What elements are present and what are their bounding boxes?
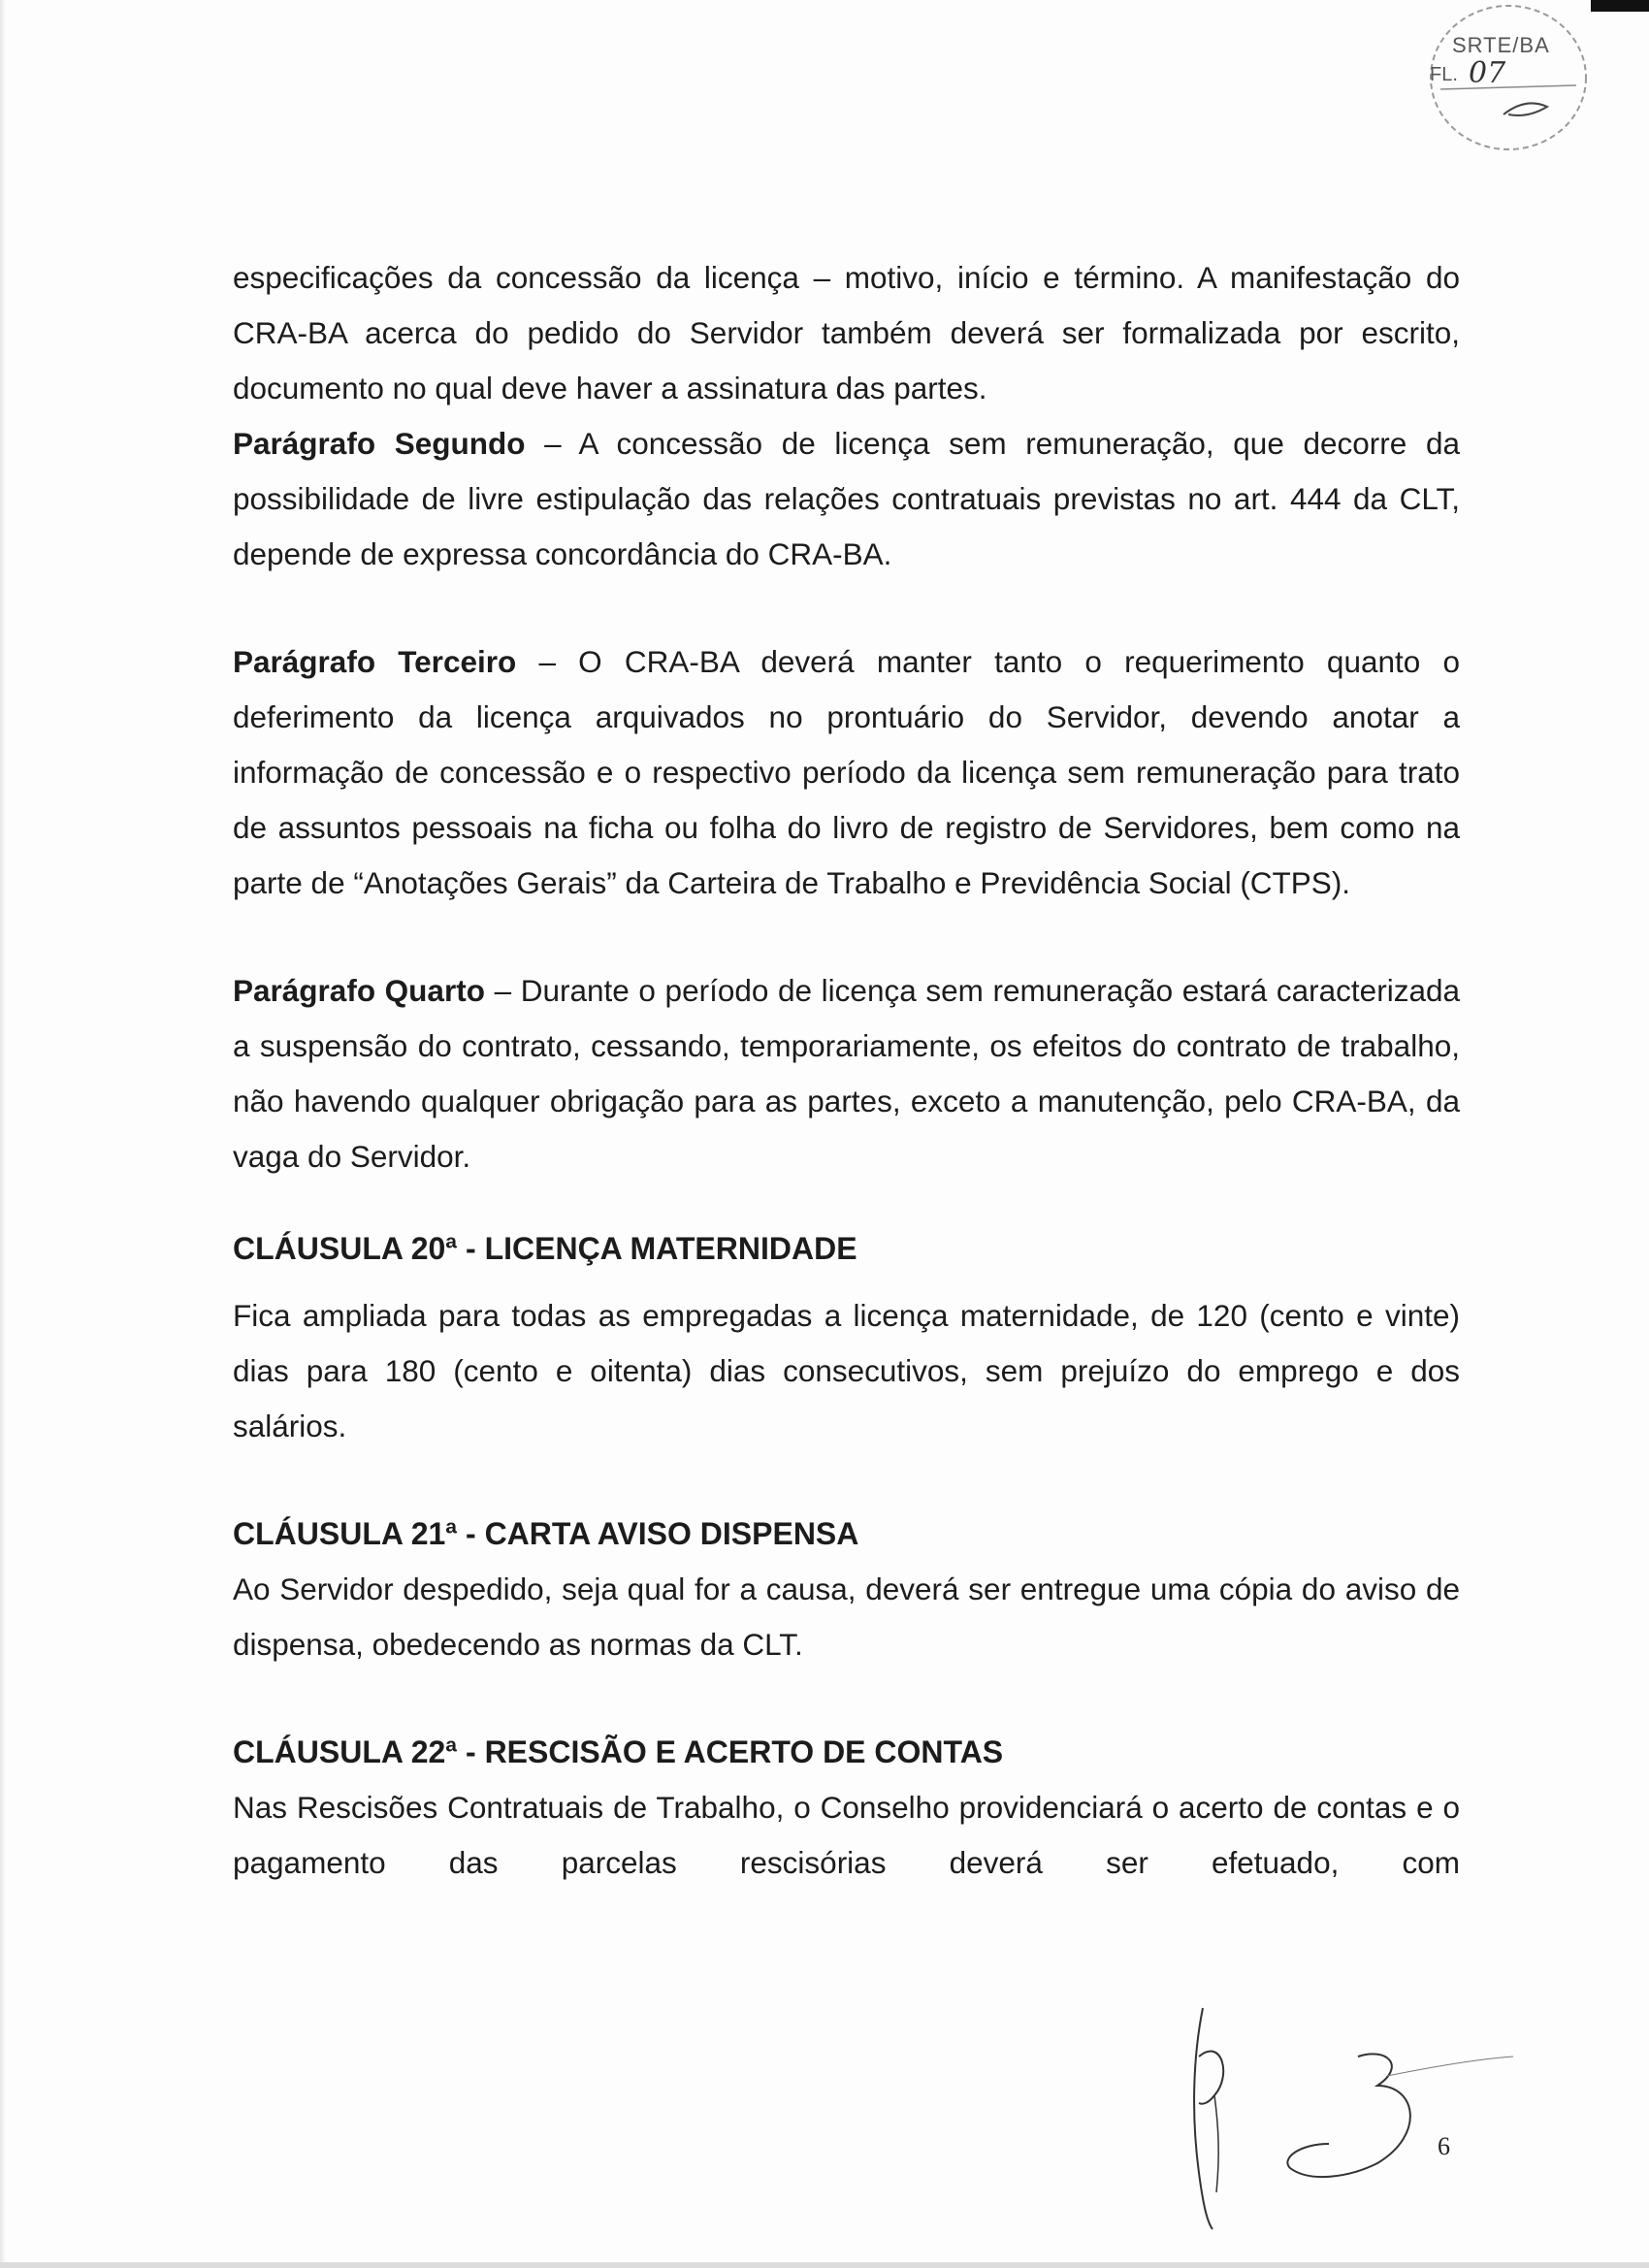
spacer — [233, 1454, 1460, 1507]
scan-bottom-edge — [0, 2262, 1649, 2268]
paragraph-segundo-text: – A concessão de licença sem remuneração, que decorre da possibilidade de livre estipulação das relações contratuais previstas no art. 444 da CLT, depende de expressa concordância do CRA-BA. — [233, 426, 1461, 571]
spacer — [233, 582, 1460, 634]
page-number: 6 — [1438, 2132, 1450, 2160]
paragraph-terceiro-lead: Parágrafo Terceiro — [233, 644, 517, 679]
paragraph-quarto — [233, 963, 1460, 1184]
paragraph-quarto-lead: Parágrafo Quarto — [233, 973, 485, 1008]
clause-22-text: Nas Rescisões Contratuais de Trabalho, o Conselho providenciará o acerto de contas e o pagamento das parcelas rescisórias deverá ser efetuado, com — [233, 1790, 1460, 1880]
handwritten-signature — [1164, 1998, 1513, 2231]
paragraph-terceiro — [233, 634, 1460, 911]
paragraph-continuation: especificações da concessão da licença – motivo, início e término. A manifestação do CRA-BA acerca do pedido do Servidor também deverá ser formalizada por escrito, documento no qual deve haver a assinatura das partes. — [233, 260, 1460, 405]
document-body — [233, 250, 1460, 1891]
stamp-folio-number: 07 — [1469, 56, 1506, 90]
scan-edge-shadow — [0, 0, 6, 2268]
clause-21-text: Ao Servidor despedido, seja qual for a causa, deverá ser entregue uma cópia do aviso de dispensa, obedecendo as normas da CLT. — [233, 1571, 1460, 1662]
clause-20-heading: CLÁUSULA 20ª - LICENÇA MATERNIDADE — [233, 1231, 857, 1266]
stamp-fl-label: FL. — [1430, 64, 1458, 85]
spacer — [233, 1277, 1460, 1288]
paragraph-segundo-lead: Parágrafo Segundo — [233, 426, 526, 461]
spacer — [233, 911, 1460, 963]
clause-21-heading: CLÁUSULA 21ª - CARTA AVISO DISPENSA — [233, 1516, 859, 1551]
spacer — [233, 1672, 1460, 1725]
clause-22-heading: CLÁUSULA 22ª - RESCISÃO E ACERTO DE CONTAS — [233, 1734, 1004, 1769]
spacer — [233, 1184, 1460, 1221]
clause-20-text: Fica ampliada para todas as empregadas a licença maternidade, de 120 (cento e vinte) dias para 180 (cento e oitenta) dias consecutivos, sem prejuízo do emprego e dos salários. — [233, 1298, 1460, 1443]
paragraph-segundo — [233, 416, 1460, 582]
stamp-label: SRTE/BA — [1452, 33, 1550, 57]
paragraph-terceiro-text: – O CRA-BA deverá manter tanto o requerimento quanto o deferimento da licença arquivados no prontuário do Servidor, devendo anotar a informação de concessão e o respectivo período da licença sem remuneração para trato de assuntos pessoais na ficha ou folha do livro de registro de Servidores, bem como na parte de “Anotações Gerais” da Carteira de Trabalho e Previdência Social (CTPS). — [233, 644, 1460, 900]
scan-corner-mark — [1591, 0, 1649, 12]
paragraph-quarto-text: – Durante o período de licença sem remuneração estará caracterizada a suspensão do contrato, cessando, temporariamente, os efeitos do contrato de trabalho, não havendo qualquer obrigação para as partes, exceto a manutenção, pelo CRA-BA, da vaga do Servidor. — [233, 973, 1460, 1174]
